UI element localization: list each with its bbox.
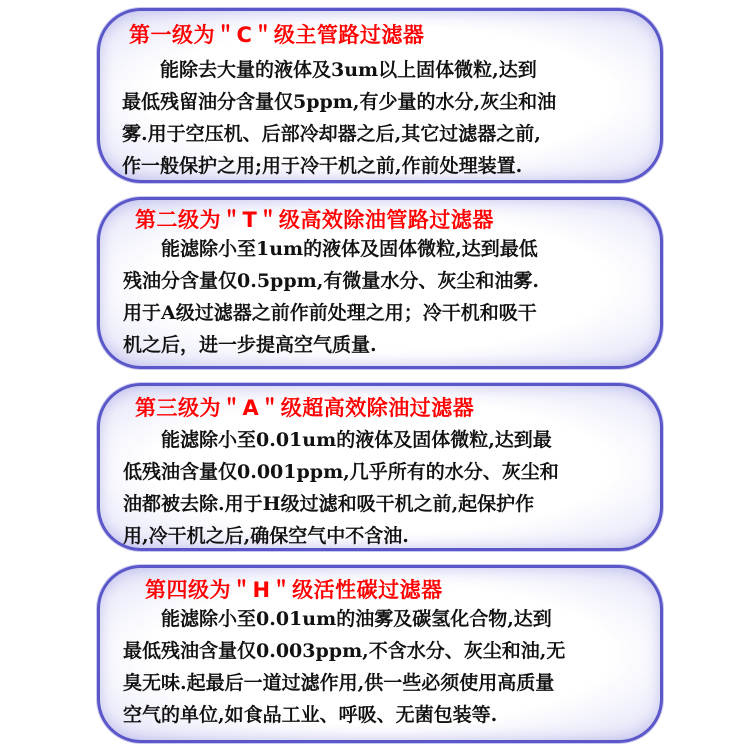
description-line: 油都被去除.用于H级过滤和吸干机之前,起保护作 [123, 493, 535, 515]
filter-title-h: 第四级为＂H＂级活性碳过滤器 [145, 578, 443, 602]
description-line: 臭无味.起最后一道过滤作用,供一些必须使用高质量 [123, 672, 555, 694]
filter-description-h [123, 603, 565, 731]
description-line: 能滤除小至0.01um的液体及固体微粒,达到最 [123, 429, 552, 451]
filter-description-c [122, 54, 556, 182]
filter-title-t: 第二级为＂T＂级高效除油管路过滤器 [135, 208, 494, 232]
filter-title-c: 第一级为＂C＂级主管路过滤器 [129, 23, 425, 47]
description-line: 作一般保护之用;用于冷干机之前,作前处理装置. [122, 155, 523, 177]
description-line: 低残油含量仅0.001ppm,几乎所有的水分、灰尘和 [123, 461, 559, 483]
description-line: 能滤除小至0.01um的油雾及碳氢化合物,达到 [123, 608, 552, 630]
description-line: 机之后，进一步提高空气质量. [123, 334, 377, 356]
filter-description-t [123, 233, 539, 361]
filter-description-a [123, 424, 559, 552]
description-line: 最低残留油分含量仅5ppm,有少量的水分,灰尘和油 [122, 91, 557, 113]
description-line: 能滤除小至1um的液体及固体微粒,达到最低 [123, 238, 538, 260]
description-line: 雾.用于空压机、后部冷却器之后,其它过滤器之前, [122, 123, 541, 145]
description-line: 最低残油含量仅0.003ppm,不含水分、灰尘和油,无 [123, 640, 566, 662]
description-line: 用于A级过滤器之前作前处理之用；冷干机和吸干 [123, 302, 537, 324]
description-line: 能除去大量的液体及3um以上固体微粒,达到 [122, 59, 537, 81]
description-line: 用,冷干机之后,确保空气中不含油. [123, 525, 409, 547]
description-line: 残油分含量仅0.5ppm,有微量水分、灰尘和油雾. [123, 270, 539, 292]
description-line: 空气的单位,如食品工业、呼吸、无菌包装等. [123, 704, 498, 726]
filter-title-a: 第三级为＂A＂级超高效除油过滤器 [135, 396, 475, 420]
